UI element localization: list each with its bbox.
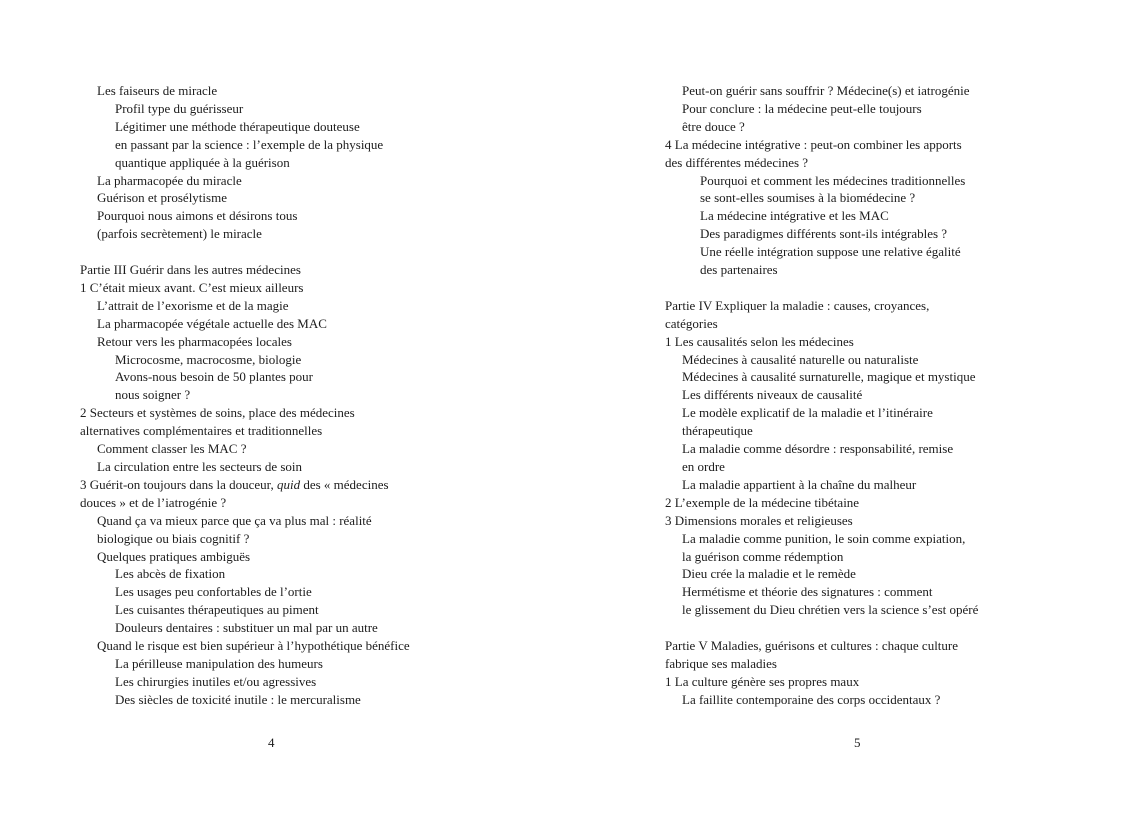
toc-entry-text: Les différents niveaux de causalité [682, 387, 863, 403]
toc-entry [80, 225, 440, 243]
toc-entry-text: fabrique ses maladies [665, 655, 777, 671]
toc-entry-text: Partie IV Expliquer la maladie : causes, croyances, [665, 297, 930, 313]
toc-entry-text: La faillite contemporaine des corps occidentaux ? [682, 691, 941, 707]
toc-entry-text: Microcosme, macrocosme, biologie [115, 351, 302, 367]
toc-entry [665, 189, 1025, 207]
toc-entry-text: quantique appliquée à la guérison [115, 154, 290, 170]
toc-entry [80, 207, 440, 225]
toc-entry [665, 172, 1025, 190]
page-number: 4 [268, 735, 275, 750]
toc-entry [665, 637, 1025, 655]
toc-entry [80, 368, 440, 386]
toc-entry-text: La pharmacopée végétale actuelle des MAC [97, 315, 327, 331]
toc-entry-text: Retour vers les pharmacopées locales [97, 333, 292, 349]
toc-entry-text: Pourquoi et comment les médecines traditionnelles [700, 172, 966, 188]
toc-entry-text: douces » et de l’iatrogénie ? [80, 494, 227, 510]
toc-entry-text: 2 Secteurs et systèmes de soins, place des médecines [80, 405, 355, 421]
toc-entry [665, 154, 1025, 172]
toc-entry-text: la guérison comme rédemption [682, 548, 844, 564]
toc-entry [665, 404, 1025, 422]
toc-entry-text: Douleurs dentaires : substituer un mal par un autre [115, 620, 378, 636]
toc-entry-text: Avons-nous besoin de 50 plantes pour [115, 369, 313, 385]
toc-entry [665, 297, 1025, 315]
toc-entry [80, 404, 440, 422]
toc-entry-text: catégories [665, 315, 718, 331]
toc-entry [665, 368, 1025, 386]
toc-entry-italic: quid [276, 476, 301, 492]
toc-entry [80, 637, 440, 655]
blank-line [665, 619, 1025, 637]
toc-entry [80, 315, 440, 333]
toc-entry-text: Guérison et prosélytisme [97, 190, 227, 206]
toc-entry [80, 297, 440, 315]
toc-entry-text: Les abcès de fixation [115, 566, 226, 582]
toc-entry [80, 440, 440, 458]
toc-entry [665, 118, 1025, 136]
toc-entry-text: le glissement du Dieu chrétien vers la science s’est opéré [682, 602, 979, 618]
table-of-contents [665, 82, 1025, 709]
toc-entry-text: Partie V Maladies, guérisons et cultures : chaque culture [665, 638, 959, 654]
toc-entry-text: Les usages peu confortables de l’ortie [115, 584, 312, 600]
toc-entry [80, 386, 440, 404]
toc-entry-text: Profil type du guérisseur [115, 100, 244, 116]
toc-entry [80, 691, 440, 709]
toc-entry [665, 351, 1025, 369]
toc-entry-text: Les cuisantes thérapeutiques au piment [115, 602, 319, 618]
toc-entry [665, 601, 1025, 619]
toc-entry [665, 136, 1025, 154]
toc-entry [665, 476, 1025, 494]
toc-entry [665, 82, 1025, 100]
toc-entry [80, 100, 440, 118]
toc-entry-text: en passant par la science : l’exemple de la physique [115, 136, 384, 152]
toc-entry-text: Pourquoi nous aimons et désirons tous [97, 208, 298, 224]
toc-entry [80, 422, 440, 440]
toc-entry [665, 333, 1025, 351]
toc-entry [665, 207, 1025, 225]
toc-entry [665, 440, 1025, 458]
toc-entry [80, 565, 440, 583]
toc-entry [80, 189, 440, 207]
toc-entry-text: Peut-on guérir sans souffrir ? Médecine(s) et iatrogénie [682, 83, 970, 98]
toc-entry [80, 279, 440, 297]
toc-entry-text: 4 La médecine intégrative : peut-on combiner les apports [665, 136, 962, 152]
toc-entry-text: Une réelle intégration suppose une relative égalité [700, 244, 961, 260]
toc-entry-text: Des paradigmes différents sont-ils intégrables ? [700, 226, 948, 242]
toc-entry-text: des « médecines [300, 476, 389, 492]
toc-entry-text: 1 Les causalités selon les médecines [665, 333, 854, 349]
toc-entry [665, 458, 1025, 476]
toc-entry [665, 530, 1025, 548]
toc-entry [80, 333, 440, 351]
toc-entry-text: La maladie comme punition, le soin comme expiation, [682, 530, 966, 546]
toc-entry-text: (parfois secrètement) le miracle [97, 226, 262, 242]
toc-entry [665, 261, 1025, 279]
toc-entry-text: biologique ou biais cognitif ? [97, 530, 250, 546]
toc-entry [80, 82, 440, 100]
toc-entry [80, 601, 440, 619]
toc-entry [665, 673, 1025, 691]
toc-entry [80, 261, 440, 279]
toc-entry-text: 1 La culture génère ses propres maux [665, 673, 860, 689]
toc-entry [665, 548, 1025, 566]
toc-entry-text: La périlleuse manipulation des humeurs [115, 655, 323, 671]
toc-entry [80, 530, 440, 548]
toc-entry-text: Comment classer les MAC ? [97, 441, 247, 457]
toc-entry-text: nous soigner ? [115, 387, 191, 403]
toc-entry-text: 1 C’était mieux avant. C’est mieux ailleurs [80, 279, 304, 295]
toc-entry [665, 315, 1025, 333]
toc-entry [665, 691, 1025, 709]
blank-line [665, 279, 1025, 297]
toc-entry [665, 422, 1025, 440]
toc-entry-text: thérapeutique [682, 423, 753, 439]
toc-entry-text: être douce ? [682, 118, 745, 134]
toc-entry [665, 512, 1025, 530]
toc-entry-text: Quelques pratiques ambiguës [97, 548, 251, 564]
toc-entry [665, 100, 1025, 118]
toc-entry-text: Médecines à causalité surnaturelle, magique et mystique [682, 369, 976, 385]
toc-entry-text: La circulation entre les secteurs de soin [97, 459, 303, 475]
toc-entry [80, 673, 440, 691]
toc-entry-text: Partie III Guérir dans les autres médecines [80, 262, 301, 278]
toc-entry-text: Le modèle explicatif de la maladie et l’itinéraire [682, 405, 933, 421]
toc-entry-text: L’attrait de l’exorisme et de la magie [97, 297, 289, 313]
toc-entry-text: La maladie comme désordre : responsabilité, remise [682, 441, 954, 457]
toc-entry [80, 619, 440, 637]
toc-entry-text: Hermétisme et théorie des signatures : comment [682, 584, 933, 600]
toc-entry-text: 3 Dimensions morales et religieuses [665, 512, 853, 528]
toc-entry-text: Quand ça va mieux parce que ça va plus mal : réalité [97, 512, 372, 528]
toc-entry [80, 458, 440, 476]
toc-entry [80, 583, 440, 601]
toc-entry [665, 655, 1025, 673]
toc-entry [80, 351, 440, 369]
page-number: 5 [854, 735, 861, 750]
toc-entry [665, 386, 1025, 404]
toc-entry [665, 565, 1025, 583]
toc-entry-text: La pharmacopée du miracle [97, 172, 242, 188]
toc-entry-text: Les chirurgies inutiles et/ou agressives [115, 673, 317, 689]
toc-entry-text: Médecines à causalité naturelle ou naturaliste [682, 351, 919, 367]
table-of-contents [80, 82, 440, 709]
toc-entry [665, 243, 1025, 261]
toc-entry [80, 655, 440, 673]
toc-entry [80, 154, 440, 172]
toc-entry-text: 3 Guérit-on toujours dans la douceur, [80, 476, 277, 492]
blank-line [80, 243, 440, 261]
toc-entry [665, 225, 1025, 243]
toc-entry-text: Dieu crée la maladie et le remède [682, 566, 856, 582]
toc-entry [80, 512, 440, 530]
toc-entry-text: se sont-elles soumises à la biomédecine ? [700, 190, 916, 206]
toc-entry-text: alternatives complémentaires et traditionnelles [80, 423, 323, 439]
toc-entry [80, 494, 440, 512]
toc-entry-text: Les faiseurs de miracle [97, 83, 218, 98]
toc-entry-text: des partenaires [700, 262, 778, 278]
toc-entry-text: La médecine intégrative et les MAC [700, 208, 889, 224]
toc-entry-text: Quand le risque est bien supérieur à l’hypothétique bénéfice [97, 638, 410, 654]
toc-entry-text: en ordre [682, 459, 725, 475]
toc-entry [665, 583, 1025, 601]
toc-entry [80, 548, 440, 566]
toc-entry [80, 172, 440, 190]
toc-entry-text: Pour conclure : la médecine peut-elle toujours [682, 100, 922, 116]
toc-entry-text: La maladie appartient à la chaîne du malheur [682, 476, 917, 492]
toc-entry-text: des différentes médecines ? [665, 154, 809, 170]
toc-entry-text: 2 L’exemple de la médecine tibétaine [665, 494, 860, 510]
toc-entry [665, 494, 1025, 512]
toc-entry [80, 136, 440, 154]
toc-entry [80, 118, 440, 136]
toc-entry-text: Légitimer une méthode thérapeutique douteuse [115, 118, 360, 134]
toc-entry-text: Des siècles de toxicité inutile : le mercuralisme [115, 691, 361, 707]
right-page [565, 0, 1130, 827]
toc-entry [80, 476, 440, 494]
